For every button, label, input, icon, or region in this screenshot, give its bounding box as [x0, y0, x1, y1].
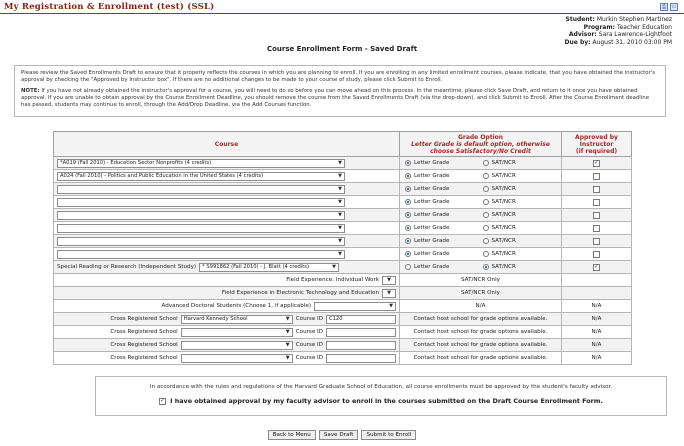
course-row	[54, 222, 632, 235]
header-approved-sub: (if required)	[575, 147, 618, 155]
contact-host-text: Contact host school for grade options available.	[400, 352, 562, 365]
course-select[interactable]	[57, 185, 345, 194]
chevron-down-icon: ▼	[389, 303, 393, 309]
course-row	[54, 170, 632, 183]
fe-individual-grade: SAT/NCR Only	[400, 274, 562, 287]
letter-grade-label: Letter Grade	[414, 160, 450, 166]
course-row	[54, 248, 632, 261]
contact-host-text: Contact host school for grade options available.	[400, 326, 562, 339]
sat-ncr-radio[interactable]	[483, 212, 489, 218]
note-text: If you have not already obtained the instructor's approval for a course, you will need to do so before you can move ahead on this process. In the meantime, please click Save Draft, and return to it once you have obtained approval. If you are unable to obtain approval by the Course Enrollment Deadline, you should remove the course from the Saved Enrollments Draft (via the drop-down), and click Submit to Enroll. After the Course Enrollment deadline has passed, students may continue to enroll, through the Add/Drop Deadline, via the Add Courses function.	[21, 88, 650, 108]
cross-approved-na: N/A	[562, 313, 632, 326]
advisor-value: Sara Lawrence-Lightfoot	[598, 31, 672, 39]
due-value: August 31, 2010 03:00 PM	[592, 38, 672, 46]
letter-grade-radio[interactable]	[405, 251, 411, 257]
special-reading-label: Special Reading or Research (Independent Study)	[57, 264, 197, 270]
approved-checkbox[interactable]	[593, 186, 600, 193]
course-select[interactable]	[57, 224, 345, 233]
special-body	[54, 261, 632, 313]
chevron-down-icon: ▼	[338, 173, 342, 179]
course-select[interactable]	[57, 159, 345, 168]
course-select[interactable]	[57, 211, 345, 220]
adv-doc-approved: N/A	[562, 300, 632, 313]
special-reading-value: * S991862 (Fall 2010) - J. Blatt (4 credits)	[202, 264, 309, 270]
sat-ncr-label: SAT/NCR	[491, 238, 516, 244]
chevron-down-icon: ▼	[338, 251, 342, 257]
header-grade-option	[400, 132, 562, 157]
sat-ncr-label: SAT/NCR	[491, 251, 516, 257]
course-row	[54, 157, 632, 170]
sat-ncr-label: SAT/NCR	[491, 173, 516, 179]
course-select[interactable]	[57, 172, 345, 181]
approval-row	[96, 397, 666, 405]
course-id-input[interactable]	[326, 328, 396, 337]
course-row	[54, 196, 632, 209]
contact-host-text: Contact host school for grade options available.	[400, 313, 562, 326]
note-label: NOTE:	[21, 88, 40, 94]
cross-school-value: Harvard Kennedy School	[183, 316, 248, 322]
cross-school-label: Cross Registered School	[110, 342, 178, 348]
cross-approved-na: N/A	[562, 339, 632, 352]
chevron-down-icon: ▼	[387, 290, 391, 296]
approved-checkbox[interactable]	[593, 173, 600, 180]
sat-ncr-radio[interactable]	[483, 186, 489, 192]
cross-school-label: Cross Registered School	[110, 316, 178, 322]
letter-grade-radio[interactable]	[405, 212, 411, 218]
advisor-approval-checkbox[interactable]	[159, 398, 166, 405]
adv-doc-label: Advanced Doctoral Students (Choose 1, if applicable)	[161, 303, 311, 309]
back-to-menu-button[interactable]: Back to Menu	[268, 430, 316, 440]
sat-ncr-radio[interactable]	[483, 173, 489, 179]
chevron-down-icon: ▼	[387, 277, 391, 283]
chevron-down-icon: ▼	[338, 238, 342, 244]
course-id-label: Course ID	[295, 316, 323, 322]
top-icons	[660, 3, 678, 11]
letter-grade-radio[interactable]	[405, 238, 411, 244]
due-label: Due by:	[564, 38, 591, 46]
special-reading-select[interactable]	[199, 263, 339, 272]
letter-grade-radio[interactable]	[405, 160, 411, 166]
header-grade-sub: Letter Grade is default option, otherwise choose Satisfactory/No Credit	[411, 140, 550, 155]
letter-grade-label: Letter Grade	[414, 212, 450, 218]
letter-grade-radio[interactable]	[405, 225, 411, 231]
fe-tech-row	[54, 287, 632, 300]
letter-grade-label: Letter Grade	[414, 264, 450, 270]
course-select-value: A024 (Fall 2010) - Politics and Public Education in the United States (4 credits)	[60, 173, 264, 179]
letter-grade-label: Letter Grade	[414, 186, 450, 192]
cross-approved-na: N/A	[562, 326, 632, 339]
fe-tech-grade: SAT/NCR Only	[400, 287, 562, 300]
adv-doc-row	[54, 300, 632, 313]
chevron-down-icon: ▼	[338, 186, 342, 192]
cross-school-select[interactable]	[181, 328, 293, 337]
sat-ncr-label: SAT/NCR	[491, 186, 516, 192]
course-row	[54, 209, 632, 222]
letter-grade-label: Letter Grade	[414, 225, 450, 231]
letter-grade-radio[interactable]	[405, 199, 411, 205]
chevron-down-icon: ▼	[338, 199, 342, 205]
letter-grade-radio[interactable]	[405, 173, 411, 179]
letter-grade-label: Letter Grade	[414, 173, 450, 179]
chevron-down-icon: ▼	[285, 355, 290, 361]
approved-checkbox[interactable]	[593, 160, 600, 167]
fe-individual-row	[54, 274, 632, 287]
letter-grade-radio[interactable]	[405, 264, 411, 270]
sat-ncr-radio[interactable]	[483, 264, 489, 270]
sat-ncr-radio[interactable]	[483, 251, 489, 257]
print-icon[interactable]: ⎙	[661, 4, 666, 10]
course-id-label: Course ID	[295, 342, 323, 348]
course-id-label: Course ID	[295, 329, 323, 335]
student-info	[565, 16, 672, 46]
button-bar	[0, 430, 684, 440]
cross-body	[54, 313, 632, 365]
chevron-down-icon: ▼	[285, 316, 290, 322]
chevron-down-icon: ▼	[338, 160, 342, 166]
sat-ncr-radio[interactable]	[483, 160, 489, 166]
letter-grade-label: Letter Grade	[414, 251, 450, 257]
course-select[interactable]	[57, 198, 345, 207]
advisor-label: Advisor:	[568, 31, 597, 39]
letter-grade-radio[interactable]	[405, 186, 411, 192]
special-reading-row	[54, 261, 632, 274]
sat-ncr-label: SAT/NCR	[491, 225, 516, 231]
enrollment-table	[53, 131, 632, 365]
header-approved	[562, 132, 632, 157]
fe-tech-select[interactable]	[382, 289, 396, 298]
course-id-label: Course ID	[295, 355, 323, 361]
cross-registered-row	[54, 326, 632, 339]
program-label: Program:	[583, 23, 616, 31]
program-value: Teacher Education	[616, 23, 672, 31]
app-title: My Registration & Enrollment (test) (SSL)	[4, 2, 215, 12]
sat-ncr-radio[interactable]	[483, 199, 489, 205]
approved-checkbox[interactable]	[593, 212, 600, 219]
approved-checkbox[interactable]	[593, 264, 600, 271]
course-select[interactable]	[57, 250, 345, 259]
cross-school-label: Cross Registered School	[110, 329, 178, 335]
fe-individual-label: Field Experience: Individual Work	[286, 277, 379, 283]
course-id-input[interactable]	[326, 341, 396, 350]
cross-school-select[interactable]	[181, 341, 293, 350]
student-value: Murkin Stephen Martinez	[596, 16, 672, 23]
chevron-down-icon: ▼	[332, 264, 337, 270]
submit-to-enroll-button[interactable]: Submit to Enroll	[361, 430, 416, 440]
chevron-down-icon: ▼	[338, 225, 342, 231]
course-id-input[interactable]	[326, 354, 396, 363]
course-row	[54, 235, 632, 248]
cross-registered-row	[54, 352, 632, 365]
approval-statement: In accordance with the rules and regulations of the Harvard Graduate School of Education, all course enrollments must be approved by the student's faculty advisor.	[149, 384, 613, 390]
header-course: Course	[54, 132, 400, 157]
top-bar	[0, 0, 684, 14]
header-grade-title: Grade Option	[457, 133, 504, 141]
course-select[interactable]	[57, 237, 345, 246]
approved-checkbox[interactable]	[593, 251, 600, 258]
approved-checkbox[interactable]	[593, 199, 600, 206]
window-icon[interactable]: ▭	[671, 4, 677, 10]
sat-ncr-label: SAT/NCR	[491, 212, 516, 218]
save-draft-button[interactable]: Save Draft	[319, 430, 359, 440]
chevron-down-icon: ▼	[338, 212, 342, 218]
note-paragraph	[21, 88, 659, 109]
form-title: Course Enrollment Form - Saved Draft	[266, 45, 418, 53]
approved-checkbox[interactable]	[593, 238, 600, 245]
student-label: Student:	[565, 16, 595, 23]
approval-box	[95, 376, 667, 416]
chevron-down-icon: ▼	[285, 329, 290, 335]
fe-individual-select[interactable]	[382, 276, 396, 285]
cross-school-select[interactable]	[181, 315, 293, 324]
course-row	[54, 183, 632, 196]
cross-registered-row	[54, 313, 632, 326]
course-body	[54, 157, 632, 261]
adv-doc-grade: N/A	[400, 300, 562, 313]
course-select-value: *A019 (Fall 2010) - Education Sector Nonprofits (4 credits)	[60, 160, 212, 166]
sat-ncr-radio[interactable]	[483, 225, 489, 231]
cross-school-select[interactable]	[181, 354, 293, 363]
cross-registered-row	[54, 339, 632, 352]
letter-grade-label: Letter Grade	[414, 238, 450, 244]
fe-tech-label: Field Experience in Electronic Technology and Education	[221, 290, 379, 296]
intro-box	[14, 65, 666, 117]
sat-ncr-label: SAT/NCR	[491, 199, 516, 205]
chevron-down-icon: ▼	[285, 342, 290, 348]
sat-ncr-radio[interactable]	[483, 238, 489, 244]
approved-checkbox[interactable]	[593, 225, 600, 232]
intro-paragraph: Please review the Saved Enrollments Draft to ensure that it properly reflects the courses in which you are planning to enroll. If you are enrolling in any limited enrollment courses, please indicate, that you have obtained the instructor's approval by checking the "Approved by Instructor box". If there are no additional changes to be made to your course of study, please click Submit to Enroll.	[21, 70, 656, 83]
cross-school-label: Cross Registered School	[110, 355, 178, 361]
sat-ncr-label: SAT/NCR	[491, 264, 516, 270]
letter-grade-label: Letter Grade	[414, 199, 450, 205]
advisor-approval-label: I have obtained approval by my faculty advisor to enroll in the courses submitted on the Draft Course Enrollment Form.	[170, 397, 603, 405]
contact-host-text: Contact host school for grade options available.	[400, 339, 562, 352]
adv-doc-select[interactable]	[314, 302, 396, 311]
course-id-input[interactable]: C120	[326, 315, 396, 324]
header-approved-title: Approved by Instructor	[575, 133, 618, 148]
cross-approved-na: N/A	[562, 352, 632, 365]
sat-ncr-label: SAT/NCR	[491, 160, 516, 166]
